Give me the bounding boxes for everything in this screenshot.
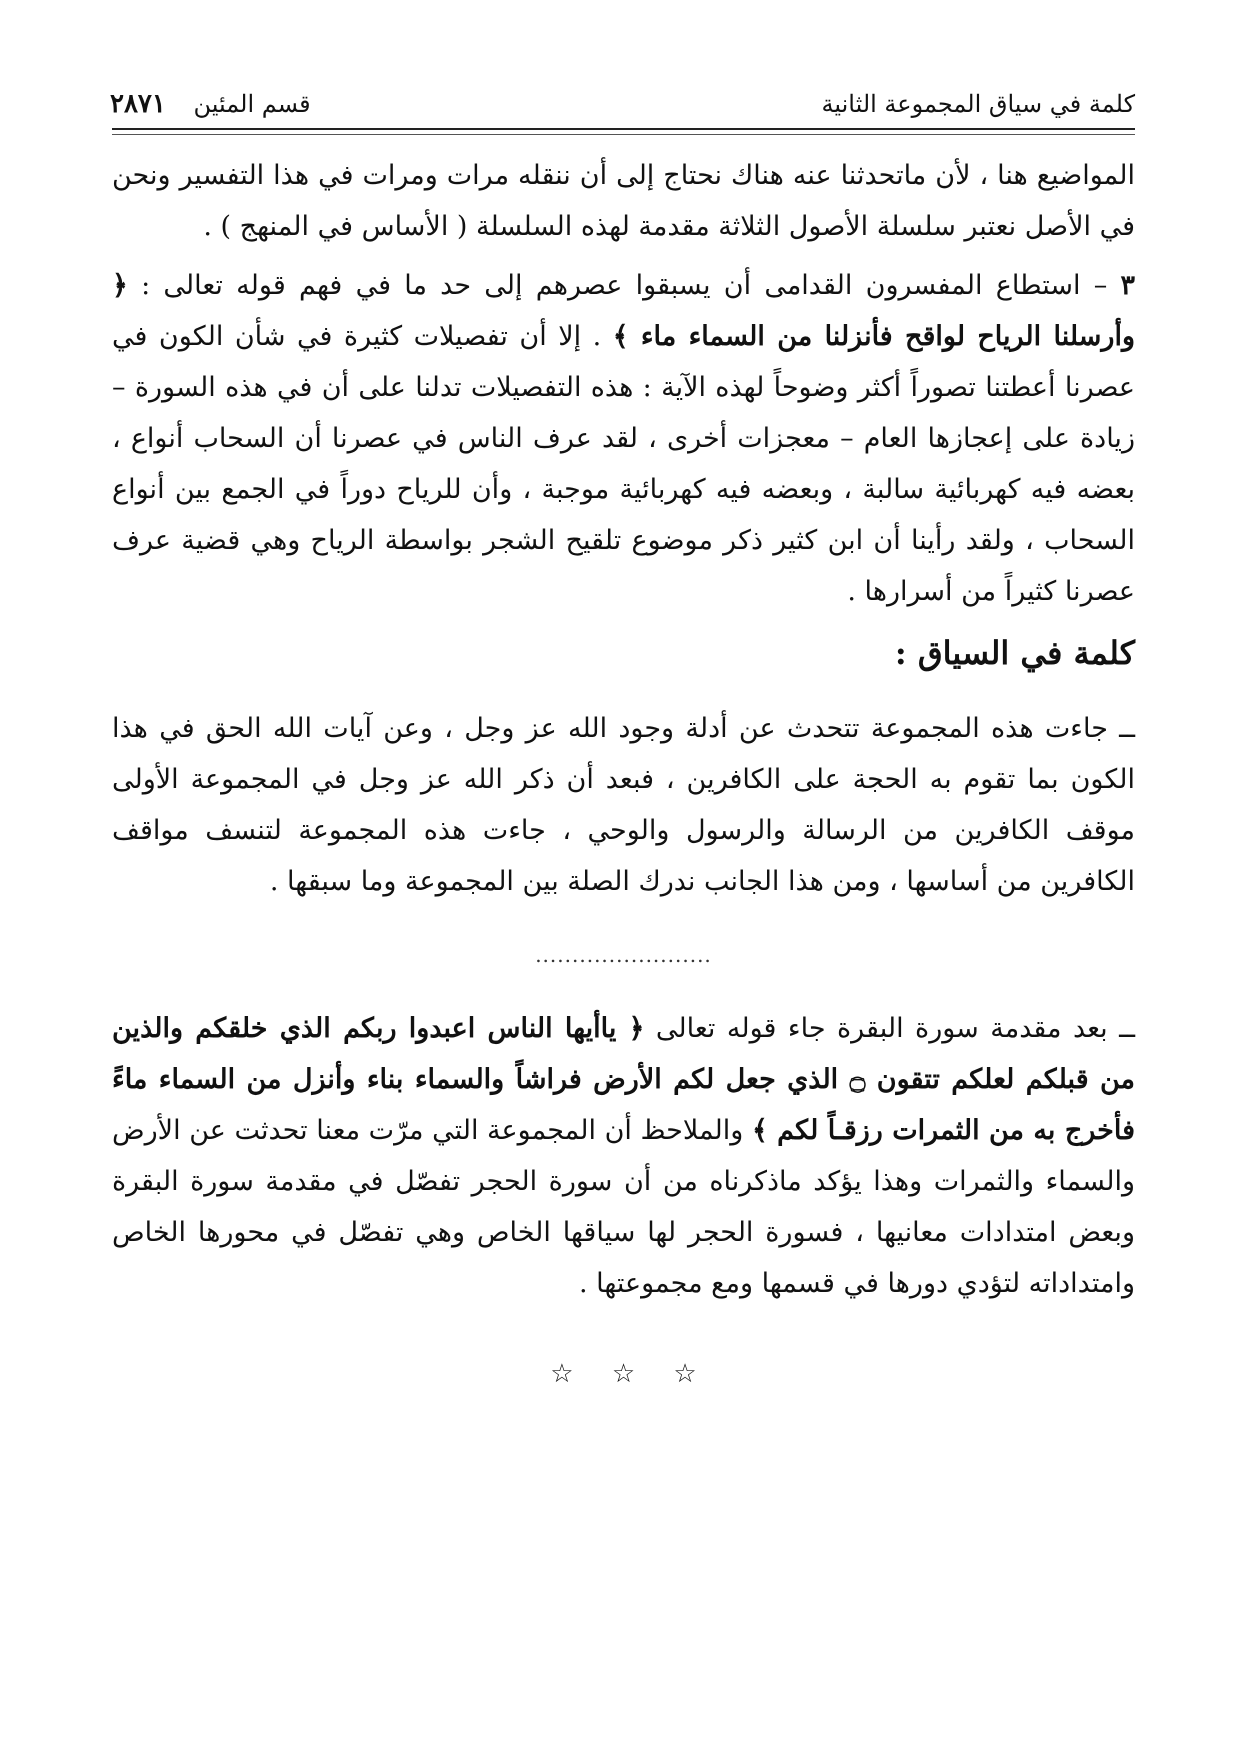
paragraph-2-rest: . إلا أن تفصيلات كثيرة في شأن الكون في عصرنا أعطتنا تصوراً أكثر وضوحاً لهذه الآية : هذه التفصيلات تدلنا على أن في هذه السورة – زيادة على إعجازها العام – معجزات أخرى ، لقد عرف الناس في عصرنا أن السحاب أنواع ، بعضه فيه كهربائية سالبة ، وبعضه فيه كهربائية موجبة ، وأن للرياح دوراً في الجمع بين أنواع السحاب ، ولقد رأينا أن ابن كثير ذكر موضوع تلقيح الشجر بواسطة الرياح وهي قضية عرف عصرنا كثيراً من أسرارها .: [112, 321, 1135, 607]
running-title: كلمة في سياق المجموعة الثانية: [821, 90, 1135, 118]
page-header: [110, 84, 1135, 124]
page-body: [112, 150, 1135, 1400]
paragraph-4: [112, 1003, 1135, 1309]
paragraph-4-intro: ــ بعد مقدمة سورة البقرة جاء قوله تعالى: [644, 1013, 1135, 1044]
paragraph-3: ــ جاءت هذه المجموعة تتحدث عن أدلة وجود الله عز وجل ، وعن آيات الله الحق في هذا الكون بما تقوم به الحجة على الكافرين ، فبعد أن ذكر الله عز وجل في المجموعة الأولى موقف الكافرين من الرسالة والرسول والوحي ، جاءت هذه المجموعة لتنسف مواقف الكافرين من أساسها ، ومن هذا الجانب ندرك الصلة بين المجموعة وما سبقها .: [112, 713, 1135, 897]
paragraph-2: [112, 260, 1135, 617]
paragraph-2-intro: – استطاع المفسرون القدامى أن يسبقوا عصرهم إلى حد ما في فهم قوله تعالى :: [127, 270, 1121, 301]
star-separator: ☆ ☆ ☆: [550, 1359, 697, 1389]
header-rule: [112, 128, 1135, 130]
section-heading: كلمة في السياق :: [894, 634, 1135, 672]
item-number: ٣: [1120, 270, 1135, 301]
page-number: ٢٨٧١: [110, 89, 166, 119]
quran-verse: ﴿ ياأيها الناس اعبدوا ربكم الذي خلقكم والذين من قبلكم لعلكم تتقون ۝ الذي جعل لكم الأرض فراشاً والسماء بناء وأنزل من السماء ماءً فأخرج به من الثمرات رزقـاً لكم ﴾: [112, 1013, 1136, 1146]
section-name: قسم المئين: [193, 90, 311, 118]
dotted-separator: ........................: [535, 943, 712, 967]
header-left-group: [110, 84, 311, 124]
paragraph-1: المواضيع هنا ، لأن ماتحدثنا عنه هناك نحتاج إلى أن ننقله مرات ومرات في هذا التفسير ونحن في الأصل نعتبر سلسلة الأصول الثلاثة مقدمة لهذه السلسلة ( الأساس في المنهج ) .: [112, 160, 1135, 242]
paragraph-4-rest: والملاحظ أن المجموعة التي مرّت معنا تحدثت عن الأرض والسماء والثمرات وهذا يؤكد ماذكرناه من أن سورة الحجر تفصّل في مقدمة سورة البقرة وبعض امتدادات معانيها ، فسورة الحجر لها سياقها الخاص وهي تفصّل في محورها الخاص وامتداداته لتؤدي دورها في قسمها ومع مجموعتها .: [112, 1115, 1135, 1299]
quran-verse: ﴿ وأرسلنا الرياح لواقح فأنزلنا من السماء ماء ﴾: [112, 270, 1135, 352]
